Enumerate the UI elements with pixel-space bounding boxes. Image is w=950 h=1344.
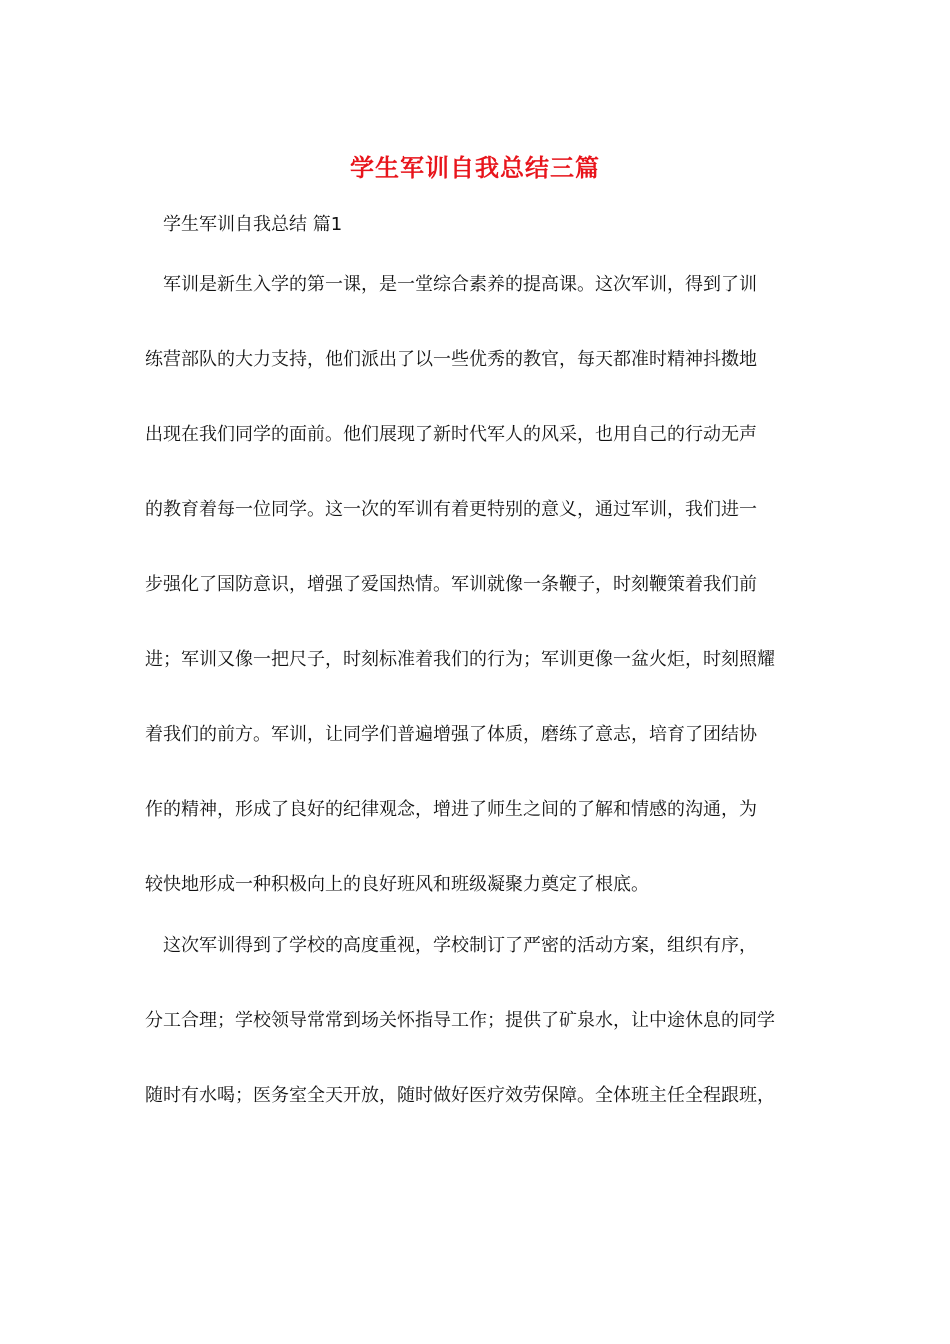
paragraph-1-line-8: 作的精神，形成了良好的纪律观念，增进了师生之间的了解和情感的沟通，为 — [145, 799, 757, 820]
paragraph-1-line-9: 较快地形成一种积极向上的良好班风和班级凝聚力奠定了根底。 — [145, 874, 649, 895]
paragraph-2-line-1: 这次军训得到了学校的高度重视，学校制订了严密的活动方案，组织有序， — [163, 935, 757, 956]
paragraph-1-line-3: 出现在我们同学的面前。他们展现了新时代军人的风采，也用自己的行动无声 — [145, 424, 757, 445]
document-title: 学生军训自我总结三篇 — [350, 154, 600, 182]
paragraph-1-line-2: 练营部队的大力支持，他们派出了以一些优秀的教官，每天都准时精神抖擞地 — [145, 349, 757, 370]
paragraph-1-line-4: 的教育着每一位同学。这一次的军训有着更特别的意义，通过军训，我们进一 — [145, 499, 757, 520]
paragraph-1-line-5: 步强化了国防意识，增强了爱国热情。军训就像一条鞭子，时刻鞭策着我们前 — [145, 574, 757, 595]
paragraph-1-line-1: 军训是新生入学的第一课，是一堂综合素养的提高课。这次军训，得到了训 — [163, 274, 757, 295]
paragraph-1-line-6: 进；军训又像一把尺子，时刻标准着我们的行为；军训更像一盆火炬，时刻照耀 — [145, 649, 775, 670]
paragraph-2-line-3: 随时有水喝；医务室全天开放，随时做好医疗效劳保障。全体班主任全程跟班， — [145, 1085, 775, 1106]
paragraph-1-line-7: 着我们的前方。军训，让同学们普遍增强了体质，磨练了意志，培育了团结协 — [145, 724, 757, 745]
section-heading: 学生军训自我总结 篇1 — [163, 214, 343, 235]
paragraph-2-line-2: 分工合理；学校领导常常到场关怀指导工作；提供了矿泉水，让中途休息的同学 — [145, 1010, 775, 1031]
